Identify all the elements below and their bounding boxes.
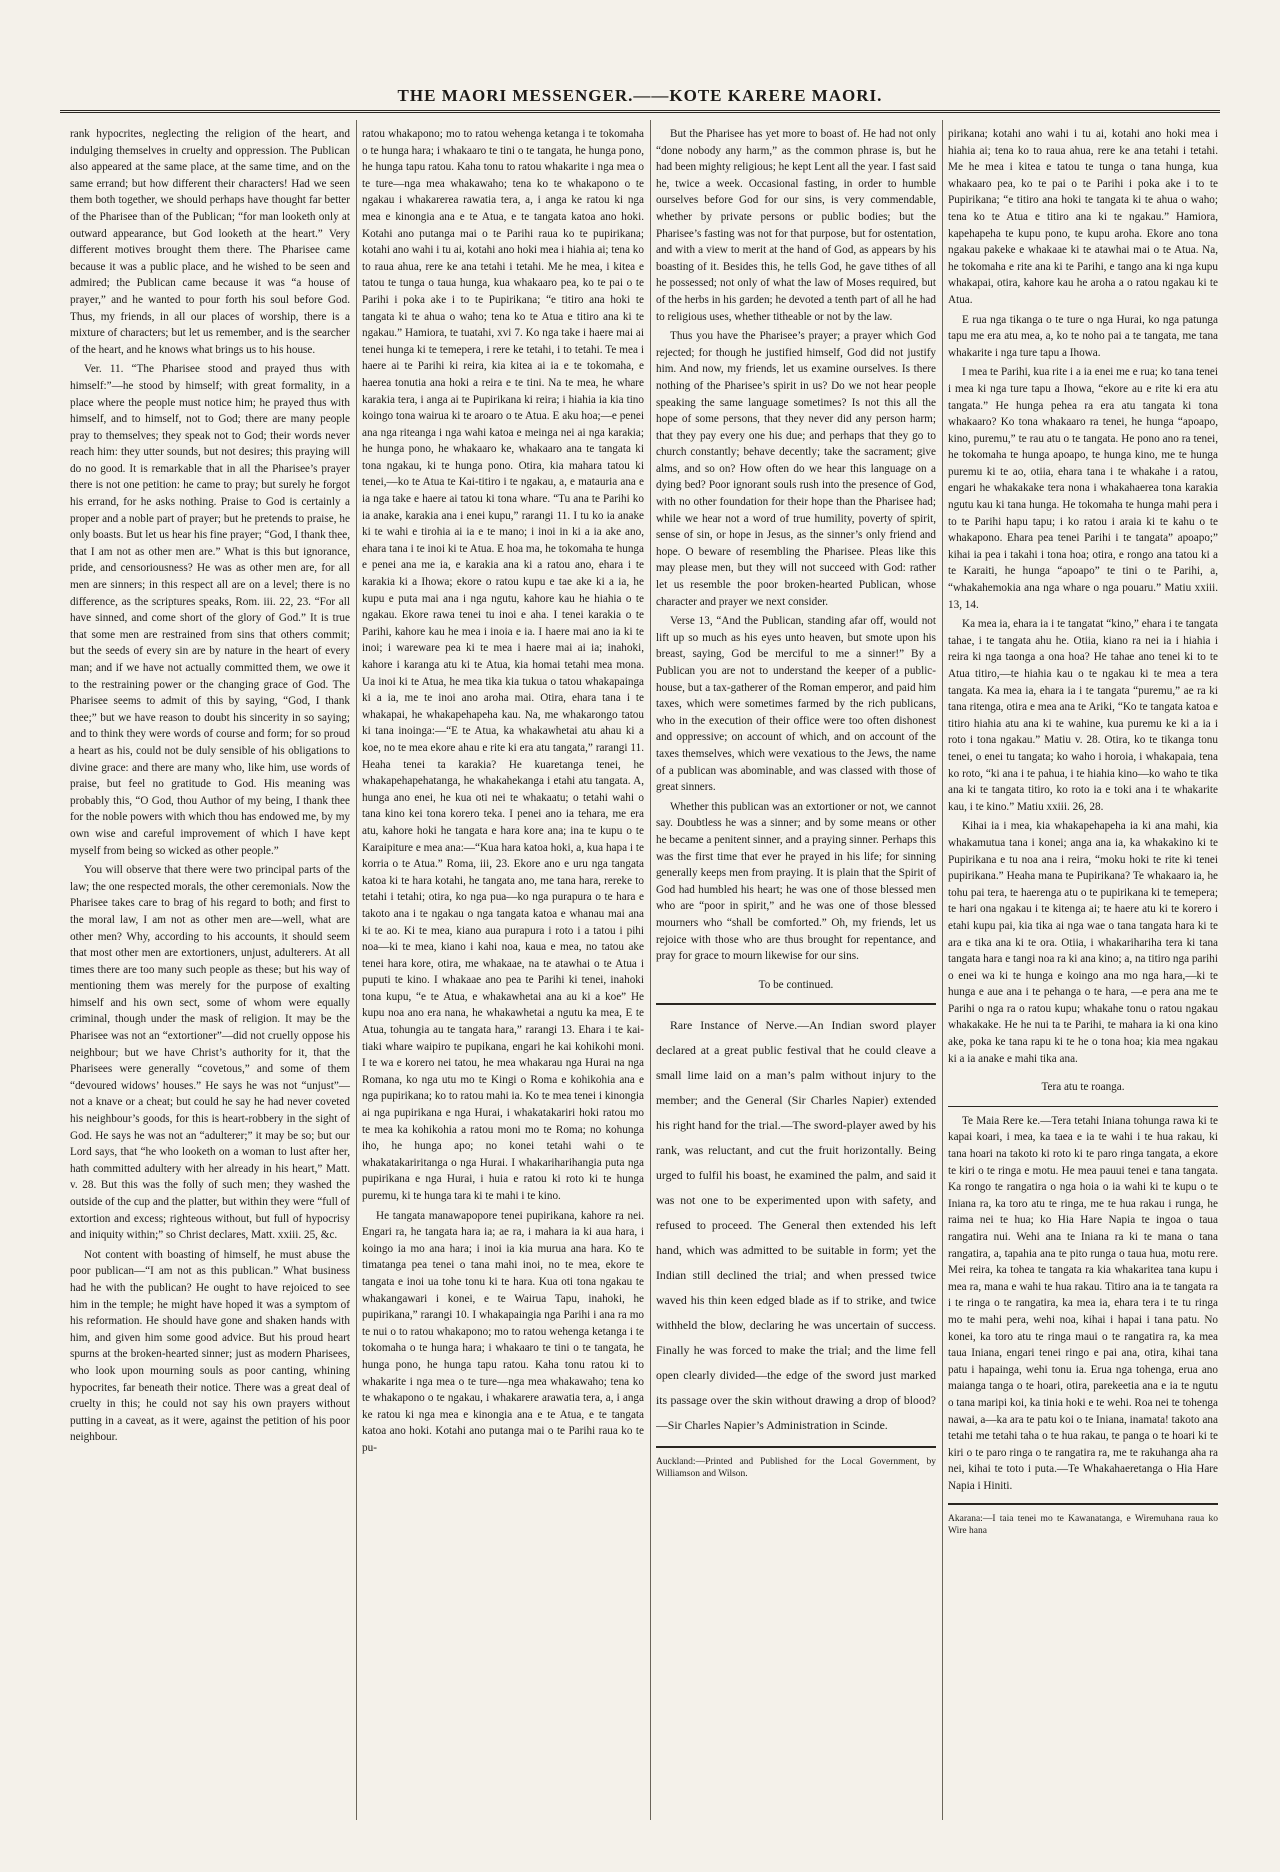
paragraph: But the Pharisee has yet more to boast of. He had not only “done nobody any harm,” as the common phrase is, but he had been mighty religious; he kept Lent all the year. I fast said he, twice a week. Occasional fasting, in order to humble ourselves before God for our sins, is very commendable, whether by private persons or public bodies; but the Pharisee’s fasting was not for that purpose, but for ostentation, and with a view to merit at the hand of God, as appears by his boasting of it. Besides this, he tells God, he gave tithes of all he possessed; not only of what the law of Moses required, but of the herbs in his garden; he devoted a tenth part of all he had to religious uses, whether titheable or not by the law.	[656, 128, 936, 323]
column-3-english-sermon	[656, 126, 936, 1826]
section-rule	[948, 1106, 1218, 1107]
section-rule	[948, 1503, 1218, 1505]
paragraph: E rua nga tikanga o te ture o nga Hurai, ko nga patunga tapu me era atu mea, a, ko te noho pai a te tangata, me tana whakarite i nga ture tapu a Ihowa.	[948, 313, 1218, 359]
to-be-continued: To be continued.	[758, 978, 834, 991]
paragraph: ratou whakapono; mo to ratou wehenga ketanga i te tokomaha o te hunga hara; i whakaaro te tini o te tangata, he hunga pono, he hunga tapu ratou. Kaha tonu to ratou whakarite i nga mea o te ture—nga mea whakawaho; tena ko te whakapono o te ngakau i whakarerea rawatia tera, a, i anga ke ratou ki nga mea e kinongia ana e te Atua, e te tangata katoa ano hoki. Kotahi ano putanga mai o te Parihi raua ko te pupirikana; kotahi ano wahi i tu ai, kotahi ano hoki mea i hiahia ai; tena ko to raua ahua, rere ke ana tetahi i tetahi. Me he mea, i kitea e tatou te tunga o taua hunga, kua whakaaro pea, ko te pai o te Parihi i poka ake i to te Pupirikana; “e titiro ana hoki te tangata ki te ahua o waho; tena ko te Atua e titiro ana ki te ngakau.” Hamiora, te tuatahi, xvi 7. Ko nga take i haere mai ai tenei hunga ki te temepera, i rere ke tetahi, i to tetahi. Te mea i haere ai te Parihi ki reira, kia kitea ai ia e te tokomaha, e haerea tonutia ana hoki a reira e te tini. Na te mea, he whare karakia tera, i anga ai te Pupirikana ki reira; i hiahia ia kia tino koingo tona wairua ki te aroaro o te Atua. E aku hoa;—e penei ana nga riteanga i nga wahi katoa e meinga nei ai nga karakia; he hunga pono, he whakaaro ke, whakaaro ana te tangata ki tona ngakau, ki te hunga pono. Otira, kia mahara tatou ki tenei,—ko te Atua te Kai-titiro i te ngakau, a, e matauria ana e ia nga take e haere ai tatou ki tona whare. “Tu ana te Parihi ko ia anake, karakia ana i enei kupu,” rarangi 11. I tu ko ia anake ki te wahi e tirohia ai ia e te mano; i inoi in ki a ia ake ano, ehara tana i te inoi ki te Atua. E hoa ma, he tokomaha te hunga e penei ana me ia, e karakia ana ki a ratou ano, ehara i te karakia ki a Ihowa; ekore o ratou kupu e tae ake ki a ia, he kupu e puta mai ana i nga ngutu, kahore kau he hiahia o te ngakau. Ekore rawa tenei tu inoi e aha. I tenei karakia o te Parihi, kahore kau he mea i inoia e ia. I haere mai ano ia ki te inoi; i wareware pea ki te mea i haere mai ai ia; inahoki, kahore i karanga atu ki te Atua, kia homai tetahi mea mona. Ua inoi ki te Atua, he mea tika kia tukua o tatou whakapainga ki a ia, me te inoi ano aroha mai. Otira, ehara tana i te whakapai, he whakapehapeha kau. Na, me whakarongo tatou ki tana inoinga:—“E te Atua, ka whakawhetai atu ahau ki a koe, no te mea ekore ahau e rite ki era atu tangata,” rarangi 11. Heaha tenei ta karakia? He kuaretanga tenei, he whakapehapehatanga, he whakahekanga i etahi atu tangata. A, hunga ano enei, he kua oti nei te whakaatu; o tetahi wahi o tana kino kei tona korero teka. I penei ano ia tehara, me era atu, kahore hoki he tangata e hara kore ana; ina te kupu o te Karaipiture e mea ana:—“Kua hara katoa hoki, a, kua hapa i te korria o te Atua.” Roma, iii, 23. Ekore ano e uru nga tangata katoa ki te hara kotahi, he tangata ano, me tana hara, rereke to tetahi i tetahi; otira, ko nga pua—ko nga purapura o te hara e takoto ana i te ngakau o nga tangata katoa e whanau mai ana ki te ao. Ki te mea, kiano aua purapura i roto i a tatou i pihi noa—ki te mea, kiano i kahi noa, kaua e mea, no tatou ake tenei hara kore, otira, me whakaae, na te atawhai o te Atua i puputi te kino. I whakaae ano pea te Parihi ki tenei, inahoki tona kupu, “e te Atua, e whakawhetai ana au ki a koe” He kupu noa ano era nana, he whakawhetai a ngutu ka mea, E te Atua, tohungia au te tangata hara,” rarangi 13. Ehara i te kai-tiaki whare waipiro te pupikana, engari he kai kohikohi moni. I te wa e korero nei tatou, he mea whakarau nga Hurai na nga Romana, ko nga utu mo te Kingi o Roma e kohikohia ana e nga pupirikana; ko to ratou mahi ia. Ko te mea tenei i kinongia ai nga pupirikana e nga Hurai, i whakatakariri hoki ratou mo te mea ka kohikohia a ratou moni mo te Roma; no kohunga iho, he hunga apo; no konei tetahi wahi o te whakatakariritanga o nga Hurai. I whakariharihangia puta nga pupirikana e nga Hurai, i huia e ratou ki roto ki te hunga puremu, ki te hunga tara ki te mahi i te kino.	[362, 128, 644, 1202]
paragraph: Verse 13, “And the Publican, standing afar off, would not lift up so much as his eyes unto heaven, but smote upon his breast, saying, God be merciful to me a sinner!” By a Publican you are not to understand the keeper of a public-house, but a tax-gatherer of the Roman emperor, and paid him taxes, which were sometimes farmed by the rich publicans, who in the execution of their office were too often dishonest and oppressive; on account of which, and on account of the taxes themselves, which were vexatious to the Jews, the name of a publican was abominable, and was classed with those of great sinners.	[656, 615, 936, 794]
maori-nerve-article: Te Maia Rere ke.—Tera tetahi Iniana tohunga rawa ki te kapai koari, i mea, ka taea e ia te wahi i te hua rakau, ki tana hoari na takoto ki roto ki te paro ringa tangata, a ekore te kiri o te ringa e motu. He mea pauui tenei e tana tangata. Ka rongo te rangatira o nga hoia o ia wahi ki te kupu o te Iniana ra, ka toro atu te ringa, me te hua rakau i runga, he raima nei te hua; ko Hia Hare Napia te ingoa o taua rangatira nui. Wehi ana te Iniana ra ki te mana o tana rangatira, a, tapahia ana te pito runga o taua hua, motu rere. Mei reira, ka tohea te tangata ra kia whakaritea tana kupu i mea ra, mana e wahi te hua rakau. Titiro ana ia te tangata ra i te ringa o te rangatira, ka mea ia, ehara tera i te tu ringa mo te mahi pera, wehi noa, kihai i hapai i tana patu. No konei, ka toro atu te ringa maui o te rangatira ra, ka mea taua Iniana, engari tenei ringo e pai ana, otira, kihai tana patu i hapainga, wehi tonu ia. Erua nga tohenga, erua ano maianga tanga o te hoari, otira, parekeetia ana e ia te ngutu o tana maripi koi, ka tinia hoki e te wehi. Roa nei te tohenga nawai, a—ka ara te patu koi o te Iniana, inamata! takoto ana tetahi me tetahi taha o te hua rakau, te panga o te hoari ki te kiri o te paro ringa o te rangatira ra, me te rakuhanga aha ra nei, kihai te toto i puta.—Te Whakahaeretanga o Hia Hare Napia i Hiniti.	[948, 1114, 1218, 1492]
paragraph: You will observe that there were two principal parts of the law; the one respected morals, the other ceremonials. Now the Pharisee takes care to brag of his regard to both; and first to the moral law, I am not as other men are—well, what are other men? Why, according to his accounts, it should seem that most other men are extortioners, unjust, adulterers. At all times there are too many such people as these; but his way of mentioning them was merely for the purpose of exalting himself and his own sect, some of whom were equally criminal, though under the mask of religion. It may be the Pharisee was not an “extortioner”—did not cruelly oppose his neighbour; but we have Christ’s authority for it, that the Pharisees were generally “covetous,” and some of them “devoured widows’ houses.” He says he was not “unjust”—not a knave or a cheat; but could he say he had never coveted his neighbour’s goods, for this is heart-robbery in the sight of God. He says he was not an “adulterer;” it may be so; but our Lord says, that “he who looketh on a woman to lust after her, hath committed adultery with her already in his heart,” Matt. v. 28. But this was the folly of such men; they washed the outside of the cup and the platter, but within they were “full of extortion and excess; righteous without, but full of hypocrisy and iniquity within;” so Christ declares, Matt. xxiii. 25, &c.	[70, 864, 350, 1242]
masthead: THE MAORI MESSENGER.——KOTE KARERE MAORI.	[397, 86, 883, 105]
section-rule	[656, 1003, 936, 1005]
imprint-english: Auckland:—Printed and Published for the Local Government, by Williamson and Wilson.	[656, 1457, 936, 1480]
to-be-continued-maori: Tera atu te roanga.	[1041, 1081, 1125, 1094]
paragraph: pirikana; kotahi ano wahi i tu ai, kotahi ano hoki mea i hiahia ai; tena ko to raua ahua, rere ke ana tetahi i tetahi. Me he mea i kitea e tatou te tunga o tana hunga, kua whakaaro pea, ko te pai o te Parihi i poka ake i to te Pupirikana; “e titiro ana hoki te tangata ki te ahua o waho; tena ko te Atua e titiro ana ki te ngakau.” Hamiora, kapehapeha te kupu pono, te kupu aroha. Ekore ano tona ngakau pakeke e whakaae ki te atawhai mai o te Atua. Na, he tokomaha e rite ana ki te Parihi, e tango ana ki nga kupu whakapai, otira, kahore kau he aroha a o ratou ngakau ki te Atua.	[948, 128, 1218, 306]
column-rule	[650, 120, 651, 1820]
masthead-rule	[60, 110, 1220, 113]
column-4-maori-sermon	[948, 126, 1218, 1826]
paragraph: Kihai ia i mea, kia whakapehapeha ia ki ana mahi, kia whakamutua tana i konei; anga ana ia, ka whakakino ki te Pupirikana e tu noa ana i reira, “moku hoki te rite ki tenei pupirikana.” Heaha mana te Pupirikana? Te whakaaro ia, he tohu pai tera, te haerenga atu o te pupirikana ki te temepera; te hari ona ngakau i te kitenga ai; te haere atu ki te korero i etahi kupu pai, kia tika ai nga wae o tana tangata hara ki te ara e tika ana ki te ora. Otiia, i whakarihariha tera ki tana tangata hara e tangi noa ra ki ana kino; a, na titiro nga parihi o enei wa ki te hunga e koingo ana mo nga hara,—ki te hunga e aue ana i te pehanga o te hara, —e pera ana me te Parihi o nga ra o ratou kupu; whakahe tonu o ratou ngakau whakakake. He he nui ta te Parihi, te mahara ia ki ona kino ake, poka ke tana rapu ki te he o tona hoa; kia mea ngakau ki a ia anake e mahi tika ana.	[948, 820, 1218, 1065]
rare-instance-of-nerve-article: Rare Instance of Nerve.—An Indian sword player declared at a great public festival that he could cleave a small lime laid on a man’s palm without injury to the member; and the General (Sir Charles Napier) extended his right hand for the trial.—The sword-player awed by his rank, was reluctant, and cut the fruit horizontally. Being urged to fulfil his boast, he examined the palm, and said it was not one to be experimented upon with safety, and refused to proceed. The General then extended his left hand, which was admitted to be suitable in form; yet the Indian still declined the trial; and when pressed twice waved his thin keen edged blade as if to strike, and twice withheld the blow, declaring he was uncertain of success. Finally he was forced to make the trial; and the lime fell open clearly divided—the edge of the sword just marked its passage over the skin without drawing a drop of blood?—Sir Charles Napier’s Administration in Scinde.	[656, 1018, 936, 1433]
imprint-maori: Akarana:—I taia tenei mo te Kawanatanga, e Wiremuhana raua ko Wire hana	[948, 1513, 1218, 1536]
paragraph: Whether this publican was an extortioner or not, we cannot say. Doubtless he was a sinner; and by some means or other he became a penitent sinner, and a praying sinner. Perhaps this was the first time that ever he prayed in his life; for sinning generally keeps men from praying. It is plain that the Spirit of God had humbled his heart; he was one of those blessed men who are “poor in spirit,” and he was one of those blessed mourners who “shall be comforted.” Oh, my friends, let us rejoice with those who are thus brought for repentance, and pray for grace to mourn likewise for our sins.	[656, 800, 936, 963]
paragraph: Ka mea ia, ehara ia i te tangatat “kino,” ehara i te tangata tahae, i te tangata ahu he. Otiia, kiano ra nei ia i hiahia i reira ki nga taonga a ona hoa? He tahae ano tenei ki to te Atua titiro,—te hiahia kau o te ngakau ki te mea a tera tangata. Ka mea ia, ehara ia i te tangata “puremu,” ae ra ki tana ritenga, otira e mea ana te Ariki, “Ko te tangata katoa e titiro hiahia atu ana ki te wahine, kua puremu ke ki a ia i roto i tona ngakau.” Matiu v. 28. Otira, ko te tikanga tonu tenei, o enei tu tangata; ko waho i horoia, i whakapaia, tena ko roto, “ki ana i te pahua, i te hiahia kino—ko waho te tika ana ki te tangata titiro, ko roto ia e toki ana i te whakarite kau, i te kino.” Matiu xxiii. 26, 28.	[948, 618, 1218, 813]
section-rule	[656, 1446, 936, 1448]
column-rule	[942, 120, 943, 1820]
paragraph: I mea te Parihi, kua rite i a ia enei me e rua; ko tana tenei i mea ki nga ture tapu a Ihowa, “ekore au e rite ki era atu tangata.” He hunga pehea ra era atu tangata ki tona whakaaro? Ko tona whakaaro ra tenei, he hunga “apoapo, kino, puremu,” te rau atu o te tangata. He pono ano ra tenei, he tokomaha te hunga apoapo, te hunga kino, me te hunga puremu ki te ao, otiia, ehara tana i te whakahe i a ratou, engari he whakakake tera nona i whakahaerea tona karakia ngutu kau ki tana hunga. He tokomaha te hunga mahi pera i to te Parihi hapu tapu; i ko ratou i araia ki te kahu o te whakapono. Ehara pea tenei Parihi i te tangata” apoapo;” kihai ia pea i takahi i tona hoa; otira, e rongo ana tatou ki a te Karaiti, he hunga “apoapo” te tini o te Parihi, a, “whakahemokia ana nga whare o nga pouaru.” Matiu xxiii. 13, 14.	[948, 366, 1218, 611]
paragraph: Ver. 11. “The Pharisee stood and prayed thus with himself:”—he stood by himself; with great formality, in a place where the people must notice him; he prayed thus with himself, and to himself, not to God; there are many people pray to themselves; they speak not to God; their words never reach him: they utter sounds, but not desires; this praying will do no good. It is remarkable that in all the Pharisee’s prayer there is not one petition: he came to pray; but surely he forgot his errand, for he asks nothing. Praise to God is certainly a proper and a noble part of prayer; but he pretends to praise, he only boasts. But let us hear his fine prayer; “God, I thank thee, that I am not as other men are.” What is this but ignorance, pride, and censoriousness? He was as other men are, for all men are sinners; in this respect all are on a level; there is no difference, as the scriptures speaks, Rom. iii. 22, 23. “For all have sinned, and come short of the glory of God.” It is true that some men are restrained from sins that others commit; but the seeds of every sin are by nature in the heart of every man; and if we have not actually committed them, we owe it to the restraining power or the changing grace of God. The Pharisee seems to admit of this by saying, “God, I thank thee;” but we have reason to doubt his sincerity in so saying; and to think they were words of course and form; for so proud a heart as his, could not be duly sensible of his obligations to divine grace: and there are many who, like him, use words of praise, but feel no gratitude to God. His meaning was probably this, “O God, thou Author of my being, I thank thee for the noble powers with which thou has endowed me, by my own wise and careful improvement of which I have kept myself from being so wicked as other people.”	[70, 363, 350, 857]
paragraph: Thus you have the Pharisee’s prayer; a prayer which God rejected; for though he justified himself, God did not justify him. And now, my friends, let us examine ourselves. Is there nothing of the Pharisee’s spirit in us? Do we not hear people speaking the same language sometimes? Is not this all the hope of some persons, that they never did any person harm; that they pay every one his due; and perhaps that they go to church constantly; behave decently; take the sacrament; give alms, and so on? How often do we hear this language on a dying bed? Poor ignorant souls rush into the presence of God, with no other foundation for their hope than the Pharisee had; while we hear not a word of true humility, poverty of spirit, sense of sin, or hope in Jesus, as the sinner’s only friend and hope. O beware of resembling the Pharisee. Pleas like this may please men, but they will not succeed with God: rather let us resemble the poor broken-hearted Publican, whose character and prayer we next consider.	[656, 330, 936, 608]
paragraph: rank hypocrites, neglecting the religion of the heart, and indulging themselves in cruelty and oppression. The Publican also appeared at the same place, at the same time, and on the same errand; but how different their characters! Had we seen them both together, we should perhaps have thought far better of the Pharisee than of the Publican; “for man looketh only at outward appearance, but God looketh at the heart.” Very different motives brought them there. The Pharisee came because it was a public place, and he wished to be seen and admired; the Publican came because it was “a house of prayer,” and he wanted to pour forth his soul before God. Thus, my friends, in all our places of worship, there is a mixture of characters; but let us remember, and is the searcher of the heart, and he knows what brings us to his house.	[70, 128, 350, 356]
paragraph: He tangata manawapopore tenei pupirikana, kahore ra nei. Engari ra, he tangata hara ia; ae ra, i mahara ia ki aua hara, i koingo ia mo ana hara; i inoi ia kia murua ana hara. Ko te timatanga pea tenei o tana mahi inoi, no te mea, ekore te tangata e inoi ua tohe tonu ki te hara. Kua oti tona ngakau te whakangawari i konei, e te Wairua Tapu, inahoki, he pupirikana,” rarangi 10. I whakapaingia nga Parihi i ana ra mo te nui o to ratou whakapono; mo to ratou wehenga ketanga i te tokomaha o te hunga hara; i whakaaro te tini o te tangata, he hunga pono, he hunga tapu ratou. Kaha tonu ratou ki to whakarite i nga mea o te ture—nga mea whakawaho; tena ko te whakapono o te ngakau, i whakarere arawatia tera, a, i anga ke ratou ki nga mea e kinongia ana e te Atua, e te tangata katoa ano hoki. Kotahi ano putanga mai o te Parihi raua ko te pu-	[362, 1209, 644, 1454]
column-1-english-sermon	[70, 126, 350, 1826]
paragraph: Not content with boasting of himself, he must abuse the poor publican—“I am not as this publican.” What business had he with the publican? He ought to have rejoiced to see him in the temple; he might have hoped it was a symptom of his reformation. He should have gone and shaken hands with him, and given him some good advice. But his proud heart spurns at the broken-hearted sinner; just as modern Pharisees, who look upon mourning souls as poor canting, whining hypocrites, far beneath their notice. There was a great deal of cruelty in this; he could not say his own prayers without putting in a caveat, as it were, against the petition of his poor neighbour.	[70, 1248, 350, 1444]
column-2-maori-sermon	[362, 126, 644, 1826]
column-rule	[356, 120, 357, 1820]
